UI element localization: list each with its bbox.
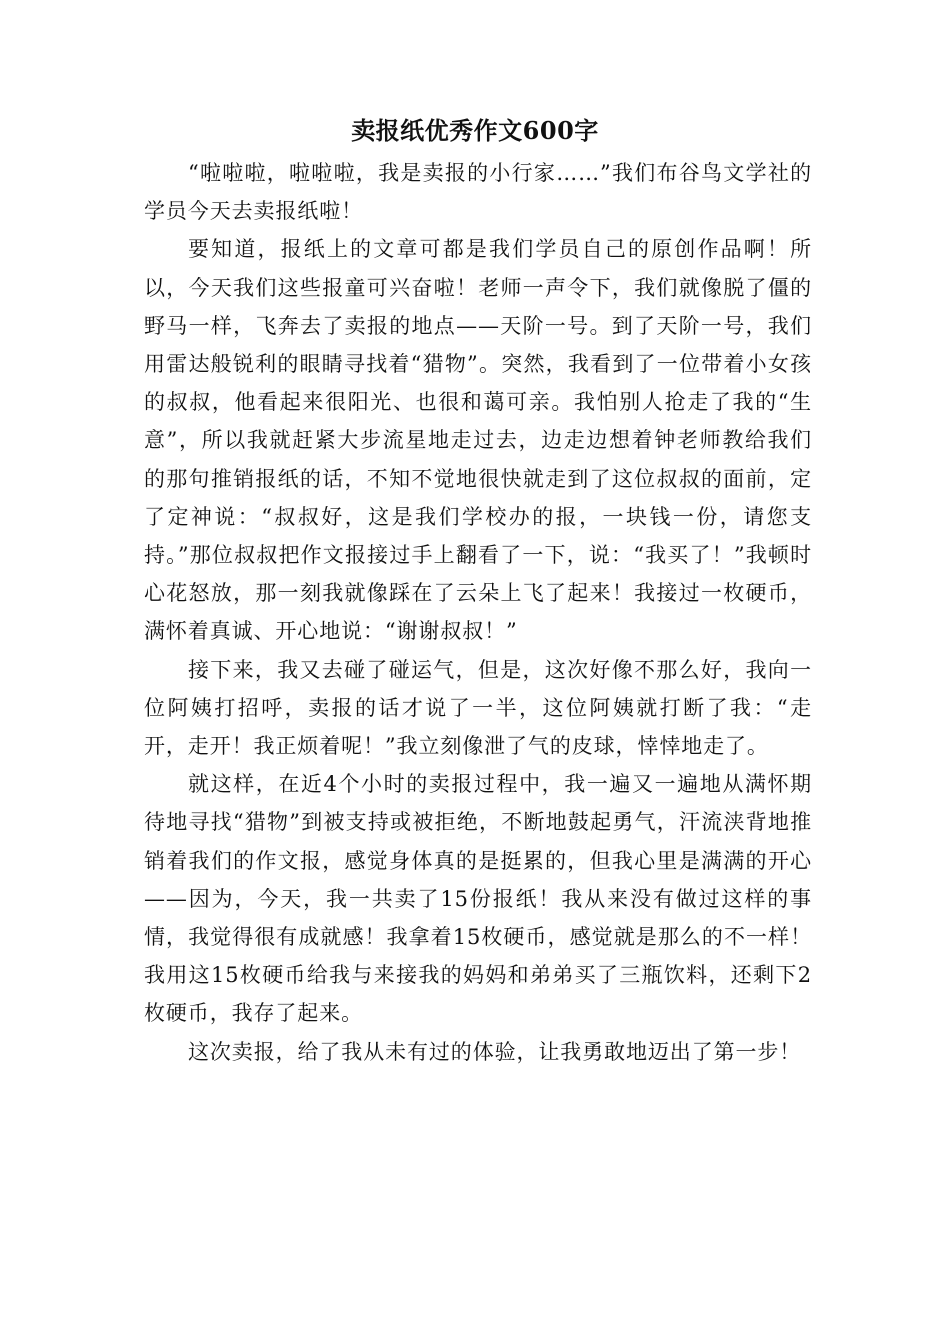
paragraph-3: 接下来，我又去碰了碰运气，但是，这次好像不那么好，我向一位阿姨打招呼，卖报的话才说了一半，这位阿姨就打断了我：“走开，走开！我正烦着呢！”我立刻像泄了气的皮球，悻悻地走了。 <box>144 657 812 759</box>
paragraph-5: 这次卖报，给了我从未有过的体验，让我勇敢地迈出了第一步！ <box>188 1039 802 1064</box>
paragraph-2: 要知道，报纸上的文章可都是我们学员自己的原创作品啊！所以，今天我们这些报童可兴奋啦！老师一声令下，我们就像脱了僵的野马一样，飞奔去了卖报的地点——天阶一号。到了天阶一号，我们用雷达般锐利的眼睛寻找着“猎物”。突然，我看到了一位带着小女孩的叔叔，他看起来很阳光、也很和蔼可亲。我怕别人抢走了我的“生意”，所以我就赶紧大步流星地走过去，边走边想着钟老师教给我们的那句推销报纸的话，不知不觉地很快就走到了这位叔叔的面前，定了定神说：“叔叔好，这是我们学校办的报，一块钱一份，请您支持。”那位叔叔把作文报接过手上翻看了一下，说：“我买了！”我顿时心花怒放，那一刻我就像踩在了云朵上飞了起来！我接过一枚硬币，满怀着真诚、开心地说：“谢谢叔叔！” <box>144 237 812 644</box>
paragraph-1: “啦啦啦，啦啦啦，我是卖报的小行家……”我们布谷鸟文学社的学员今天去卖报纸啦！ <box>144 161 812 224</box>
document-body <box>144 154 812 1071</box>
paragraph-4: 就这样，在近4个小时的卖报过程中，我一遍又一遍地从满怀期待地寻找“猎物”到被支持或被拒绝，不断地鼓起勇气，汗流浃背地推销着我们的作文报，感觉身体真的是挺累的，但我心里是满满的开心——因为，今天，我一共卖了15份报纸！我从来没有做过这样的事情，我觉得很有成就感！我拿着15枚硬币，感觉就是那么的不一样！我用这15枚硬币给我与来接我的妈妈和弟弟买了三瓶饮料，还剩下2枚硬币，我存了起来。 <box>144 772 812 1026</box>
document-title: 卖报纸优秀作文600字 <box>351 116 599 145</box>
